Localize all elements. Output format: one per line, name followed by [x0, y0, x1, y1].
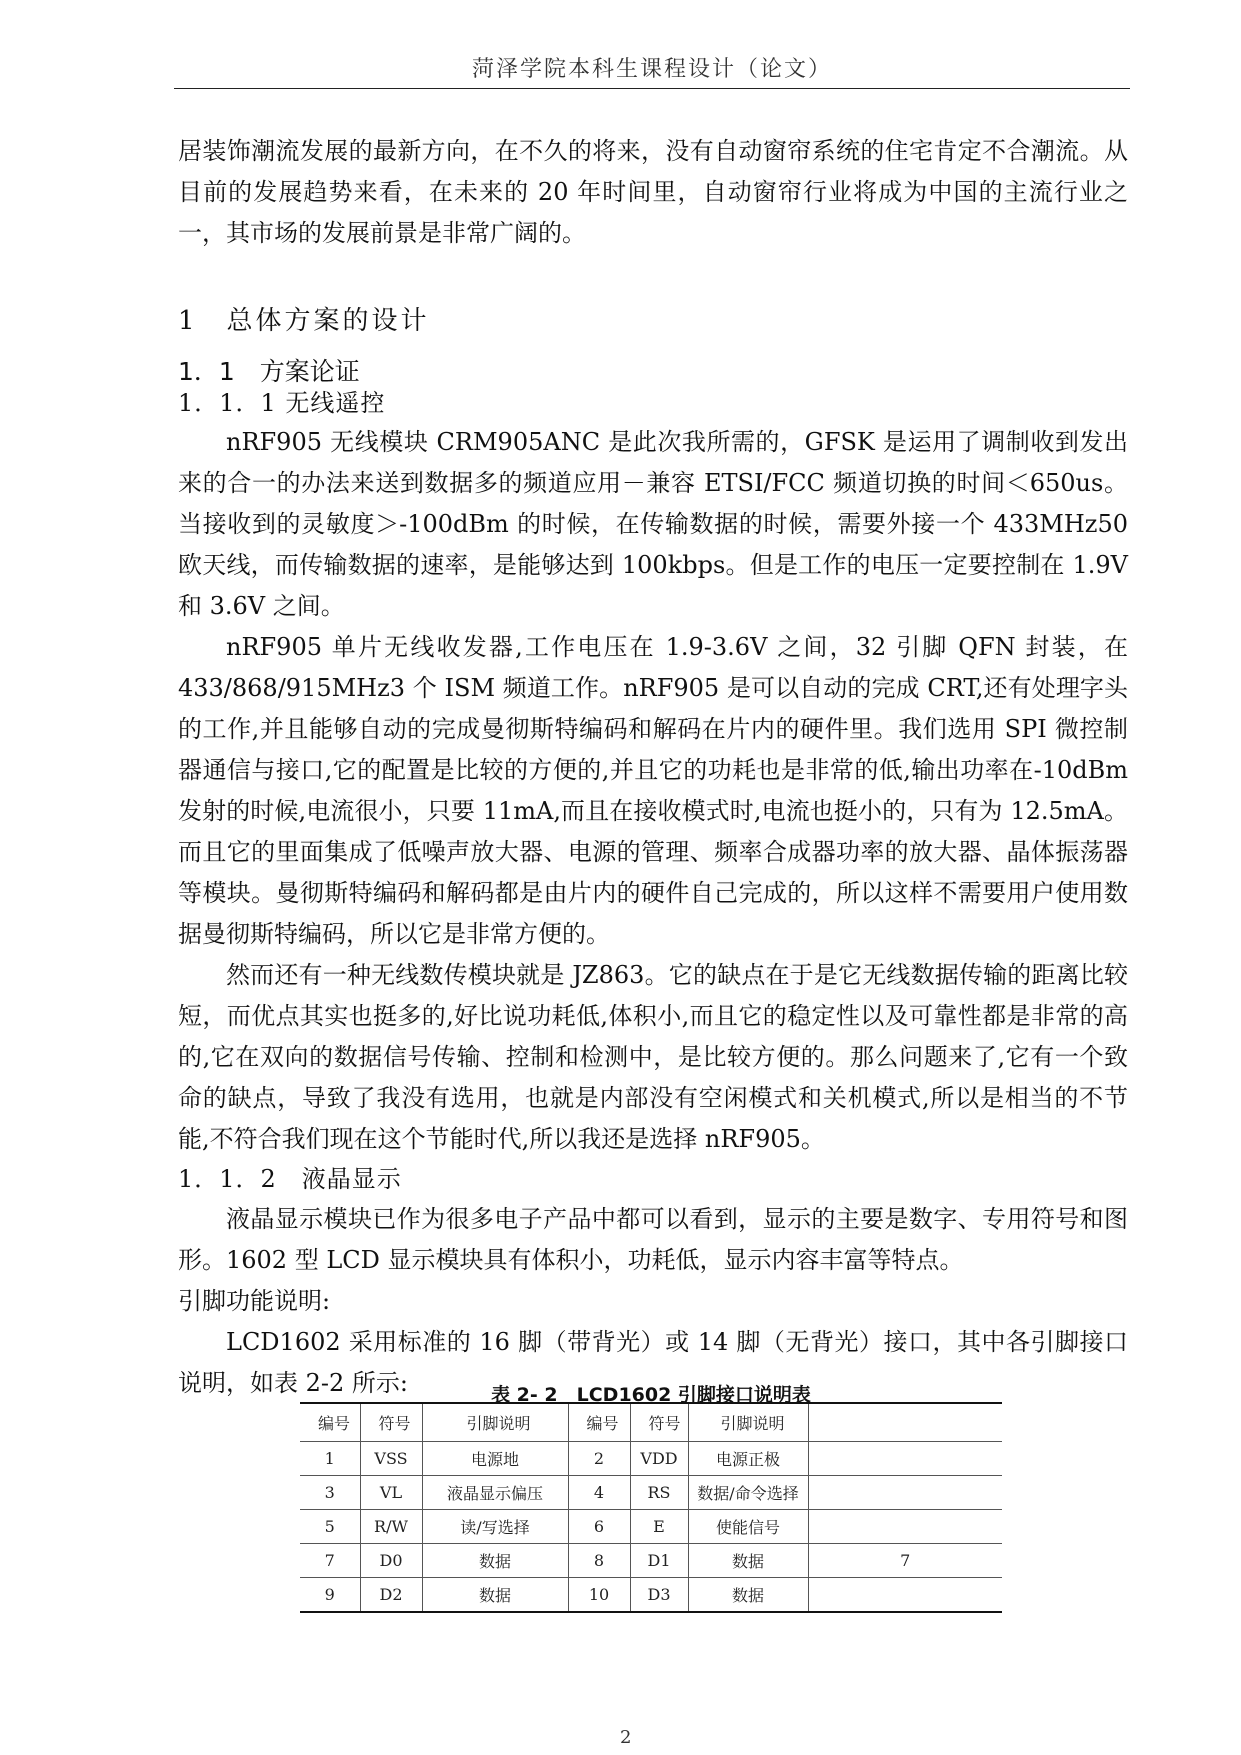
pin-intro-paragraph: LCD1602 采用标准的 16 脚（带背光）或 14 脚（无背光）接口，其中各引脚接口说明，如表 2-2 所示: — [178, 1328, 1128, 1397]
table-caption: 表 2- 2 LCD1602 引脚接口说明表 — [491, 1384, 811, 1406]
cell-extra — [808, 1578, 1002, 1613]
cell-extra — [808, 1476, 1002, 1510]
cell-number: 9 — [300, 1578, 360, 1613]
section-heading — [178, 300, 1128, 337]
page-number: 2 — [620, 1727, 632, 1748]
cell-symbol: VL — [360, 1476, 422, 1510]
cell-extra: 7 — [808, 1544, 1002, 1578]
subsection-heading — [178, 352, 1128, 388]
cell-description: 数据 — [422, 1578, 568, 1613]
cell-symbol: D0 — [360, 1544, 422, 1578]
table-row — [300, 1510, 1002, 1544]
cell-description: 液晶显示偏压 — [422, 1476, 568, 1510]
subsubsection-title-wireless: 1．1．1 无线遥控 — [178, 389, 386, 417]
table-row — [300, 1578, 1002, 1613]
cell-number: 6 — [568, 1510, 630, 1544]
cell-symbol: E — [630, 1510, 688, 1544]
nrf905-paragraph-2: nRF905 单片无线收发器,工作电压在 1.9-3.6V 之间，32 引脚 QFN 封装，在 433/868/915MHz3 个 ISM 频道工作。nRF905 是可以自动的完成 CRT,还有处理字头的工作,并且能够自动的完成曼彻斯特编码和解码在片内的硬件里。我们选用 SPI 微控制器通信与接口,它的配置是比较的方便的,并且它的功耗也是非常的低,输出功率在-10dBm 发射的时候,电流很小，只要 11mA,而且在接收模式时,电流也挺小的，只有为 12.5mA。而且它的里面集成了低噪声放大器、电源的管理、频率合成器功率的放大器、晶体振荡器等模块。曼彻斯特编码和解码都是由片内的硬件自己完成的，所以这样不需要用户使用数据曼彻斯特编码，所以它是非常方便的。 — [178, 633, 1128, 948]
header-extra — [808, 1403, 1002, 1442]
cell-description: 读/写选择 — [422, 1510, 568, 1544]
header-number-2: 编号 — [568, 1403, 630, 1442]
cell-description: 数据 — [422, 1544, 568, 1578]
jz863-paragraph: 然而还有一种无线数传模块就是 JZ863。它的缺点在于是它无线数据传输的距离比较短，而优点其实也挺多的,好比说功耗低,体积小,而且它的稳定性以及可靠性都是非常的高的,它在双向的数据信号传输、控制和检测中，是比较方便的。那么问题来了,它有一个致命的缺点，导致了我没有选用，也就是内部没有空闲模式和关机模式,所以是相当的不节能,不符合我们现在这个节能时代,所以我还是选择 nRF905。 — [178, 961, 1128, 1153]
wireless-section — [178, 384, 1128, 1404]
header-number-1: 编号 — [300, 1403, 360, 1442]
table-header-row — [300, 1403, 1002, 1442]
cell-description: 使能信号 — [688, 1510, 808, 1544]
cell-symbol: D2 — [360, 1578, 422, 1613]
table-row — [300, 1476, 1002, 1510]
cell-symbol: VDD — [630, 1442, 688, 1476]
cell-number: 7 — [300, 1544, 360, 1578]
lcd1602-pin-table — [300, 1402, 1002, 1613]
cell-symbol: VSS — [360, 1442, 422, 1476]
cell-description: 电源正极 — [688, 1442, 808, 1476]
intro-section — [178, 131, 1128, 254]
cell-symbol: D3 — [630, 1578, 688, 1613]
pin-function-label: 引脚功能说明: — [178, 1287, 331, 1315]
header-rule — [174, 88, 1130, 89]
section-title: 1 总体方案的设计 — [178, 306, 430, 336]
cell-extra — [808, 1442, 1002, 1476]
cell-extra — [808, 1510, 1002, 1544]
subsection-title: 1．1 方案论证 — [178, 357, 360, 386]
cell-number: 3 — [300, 1476, 360, 1510]
header-symbol-2: 符号 — [630, 1403, 688, 1442]
header-symbol-1: 符号 — [360, 1403, 422, 1442]
intro-paragraph: 居装饰潮流发展的最新方向，在不久的将来，没有自动窗帘系统的住宅肯定不合潮流。从目前的发展趋势来看，在未来的 20 年时间里，自动窗帘行业将成为中国的主流行业之一，其市场的发展前景是非常广阔的。 — [178, 137, 1128, 247]
subsubsection-title-lcd: 1．1．2 液晶显示 — [178, 1165, 402, 1193]
cell-number: 10 — [568, 1578, 630, 1613]
cell-description: 数据 — [688, 1578, 808, 1613]
cell-description: 数据/命令选择 — [688, 1476, 808, 1510]
table-row — [300, 1442, 1002, 1476]
cell-number: 8 — [568, 1544, 630, 1578]
header-description-1: 引脚说明 — [422, 1403, 568, 1442]
page-header-title: 菏泽学院本科生课程设计（论文） — [471, 57, 832, 82]
table-row — [300, 1544, 1002, 1578]
cell-symbol: RS — [630, 1476, 688, 1510]
cell-description: 数据 — [688, 1544, 808, 1578]
cell-number: 5 — [300, 1510, 360, 1544]
cell-description: 电源地 — [422, 1442, 568, 1476]
cell-number: 4 — [568, 1476, 630, 1510]
cell-number: 2 — [568, 1442, 630, 1476]
cell-symbol: R/W — [360, 1510, 422, 1544]
cell-number: 1 — [300, 1442, 360, 1476]
header-description-2: 引脚说明 — [688, 1403, 808, 1442]
nrf905-paragraph-1: nRF905 无线模块 CRM905ANC 是此次我所需的，GFSK 是运用了调制收到发出来的合一的办法来送到数据多的频道应用－兼容 ETSI/FCC 频道切换的时间＜650us。当接收到的灵敏度＞-100dBm 的时候，在传输数据的时候，需要外接一个 433MHz50 欧天线，而传输数据的速率，是能够达到 100kbps。但是工作的电压一定要控制在 1.9V 和 3.6V 之间。 — [178, 428, 1128, 620]
cell-symbol: D1 — [630, 1544, 688, 1578]
lcd-paragraph: 液晶显示模块已作为很多电子产品中都可以看到，显示的主要是数字、专用符号和图形。1602 型 LCD 显示模块具有体积小，功耗低，显示内容丰富等特点。 — [178, 1205, 1128, 1274]
